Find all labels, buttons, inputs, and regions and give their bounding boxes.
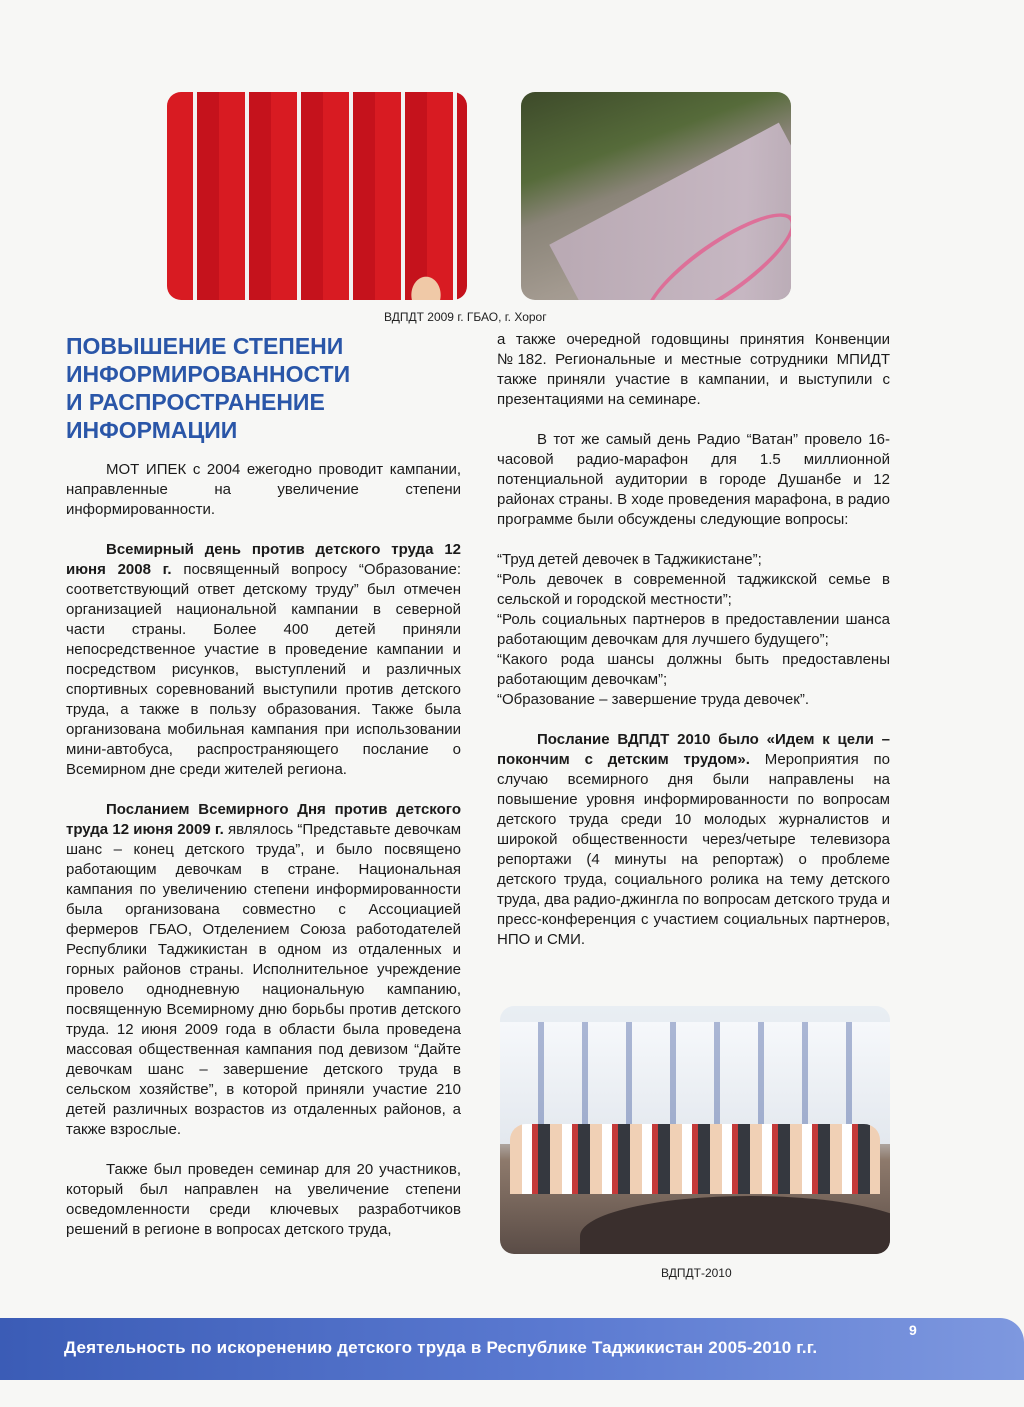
- list-item: “Какого рода шансы должны быть предоставлены работающим девочкам”;: [497, 651, 890, 688]
- continuation-paragraph: а также очередной годовщины принятия Конвенции №182. Региональные и местные сотрудники МПИДТ также приняли участие в кампании, и выступили с презентациями на семинаре.: [497, 331, 890, 408]
- list-item: “Образование – завершение труда девочек”.: [497, 691, 809, 708]
- section-heading: [66, 332, 386, 444]
- paragraph-2009: [66, 800, 461, 1140]
- conference-table: [580, 1196, 890, 1254]
- radio-paragraph: В тот же самый день Радио “Ватан” провело 16-часовой радио-марафон для 1.5 миллионной потенциальной аудитории в городе Душанбе и 12 районах страны. В ходе проведения марафона, в радио программе были обсуждены следующие вопросы:: [497, 431, 890, 528]
- paragraph-lead: Всемирный день против детского труда 12 июня 2008 г.: [66, 541, 461, 578]
- list-item: “Роль социальных партнеров в предоставлении шанса работающим девочкам для лучшего будущего”;: [497, 611, 890, 648]
- heading-line: ПОВЫШЕНИЕ СТЕПЕНИ: [66, 333, 344, 359]
- list-item: “Труд детей девочек в Таджикистане”;: [497, 551, 762, 568]
- paragraph-2008: [66, 540, 461, 780]
- heading-line: ИНФОРМИРОВАННОСТИ: [66, 361, 351, 387]
- press-conference-photo: [500, 1006, 890, 1254]
- top-photo-caption: ВДПДТ 2009 г. ГБАО, г. Хорог: [384, 310, 547, 324]
- left-column: [66, 460, 461, 1240]
- page-number: 9: [909, 1322, 917, 1338]
- paragraph-lead: Посланием Всемирного Дня против детского труда 12 июня 2009 г.: [66, 801, 461, 838]
- right-column: [497, 330, 890, 950]
- list-item: “Роль девочек в современной таджикской семье в сельской и городской местности”;: [497, 571, 890, 608]
- chalk-drawing-photo: [521, 92, 791, 300]
- paragraph-lead: Послание ВДПДТ 2010 было «Идем к цели – покончим с детским трудом».: [497, 731, 890, 768]
- paragraph-2010: [497, 730, 890, 950]
- footer-title: Деятельность по искоренению детского труда в Республике Таджикистан 2005-2010 г.г.: [64, 1338, 818, 1357]
- intro-paragraph: МОТ ИПЕК с 2004 ежегодно проводит кампании, направленные на увеличение степени информированности.: [66, 461, 461, 518]
- heading-line: ИНФОРМАЦИИ: [66, 417, 238, 443]
- seminar-paragraph: Также был проведен семинар для 20 участников, который был направлен на увеличение степени осведомленности среди ключевых разработчиков решений в регионе в вопросах детского труда,: [66, 1161, 461, 1238]
- children-photo: [167, 92, 467, 300]
- heading-line: И РАСПРОСТРАНЕНИЕ: [66, 389, 325, 415]
- paragraph-body: являлось “Представьте девочкам шанс – конец детского труда”, и было посвящено работающим девочкам в стране. Национальная кампания по увеличению степени информированности была организована совместно с Ассоциацией фермеров ГБАО, Отделением Союза работодателей Республики Таджикистан в одном из отдаленных и горных районов страны. Исполнительное учреждение провело однодневную национальную кампанию, посвященную Всемирному дню борьбы против детского труда. 12 июня 2009 года в области была проведена массовая общественная кампания под девизом “Дайте девочкам шанс – завершение детского труда в сельском хозяйстве”, в которой приняли участие 210 детей различных возрастов из отдаленных районов, а также взрослые.: [66, 821, 462, 1138]
- paragraph-body: посвященный вопросу “Образование: соответствующий ответ детскому труду” был отмечен организацией национальной кампании в северной части страны. Более 400 детей приняли непосредственное участие в проведение кампании и посредством рисунков, выступлений и различных спортивных соревнований выступили против детского труда, а также в пользу образования. Также была организована мобильная кампания при использовании мини-автобуса, распространяющего послание о Всемирном дне среди жителей региона.: [66, 561, 461, 778]
- bottom-photo-caption: ВДПДТ-2010: [661, 1266, 732, 1280]
- topics-list: [497, 550, 890, 710]
- participants: [510, 1124, 880, 1194]
- footer-bar: [0, 1318, 1024, 1380]
- paragraph-body: Мероприятия по случаю всемирного дня были направлены на повышение уровня информированности по вопросам детского труда среди 10 молодых журналистов и широкой общественности через/четыре телевизора репортажи (4 минуты на репортаж) о проблеме детского труда, социального ролика на тему детского труда, два радио-джингла по вопросам детского труда и пресс-конференция с участием социальных партнеров, НПО и СМИ.: [497, 751, 891, 948]
